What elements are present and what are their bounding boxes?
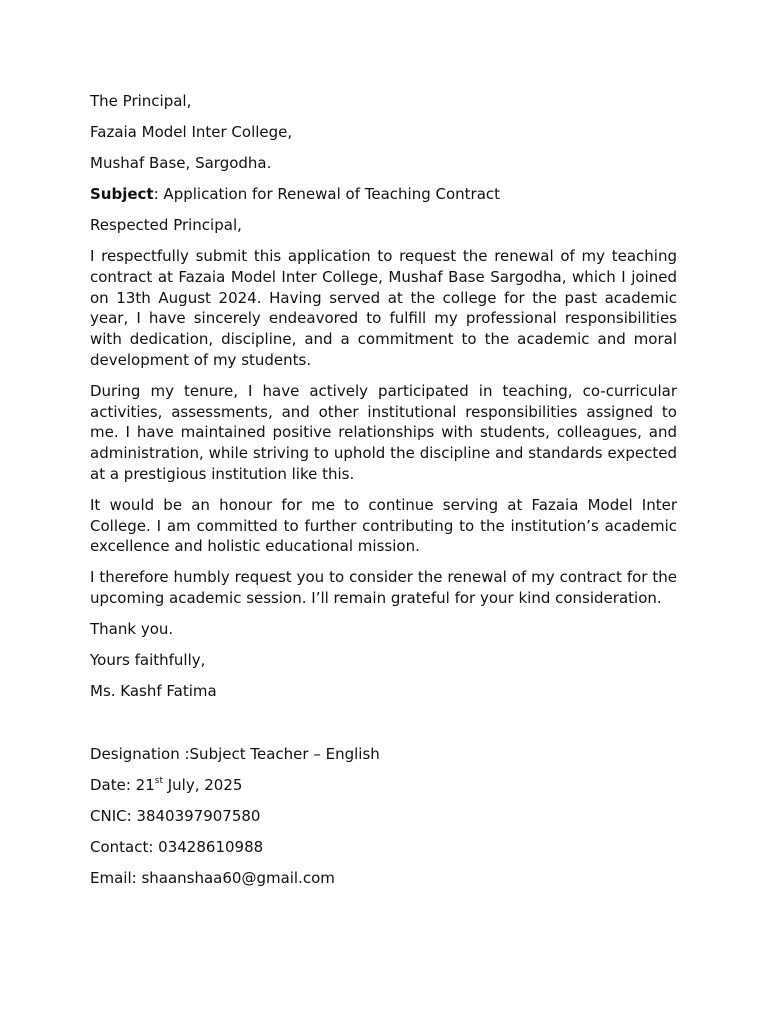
subject-text: : Application for Renewal of Teaching Contract: [153, 185, 501, 203]
date-rest: July, 2025: [162, 775, 243, 794]
contact: Contact: 03428610988: [90, 837, 264, 856]
recipient-title: The Principal,: [90, 92, 192, 110]
cnic: CNIC: 3840397907580: [90, 806, 261, 825]
closing-sign-off: Yours faithfully,: [90, 650, 206, 669]
subject-label: Subject: [90, 185, 154, 203]
date-ordinal-suffix: st: [154, 775, 163, 786]
subject-line: [90, 184, 677, 205]
recipient-address: Mushaf Base, Sargodha.: [90, 154, 272, 172]
letter-page: [90, 91, 677, 899]
body-paragraph-2: During my tenure, I have actively participated in teaching, co-curricular activities, assessments, and other institutional responsibilities assigned to me. I have maintained positive relationships with students, colleagues, and administration, while striving to uphold the discipline and standards expected at a prestigious institution like this.: [90, 381, 677, 483]
blank-line: [90, 712, 677, 744]
date-prefix: Date: 21: [90, 775, 155, 794]
body-paragraph-3: It would be an honour for me to continue serving at Fazaia Model Inter College. I am committed to further contributing to the institution’s academic excellence and holistic educational mission.: [90, 495, 677, 556]
salutation: Respected Principal,: [90, 216, 242, 234]
email: Email: shaanshaa60@gmail.com: [90, 868, 335, 887]
signatory-name: Ms. Kashf Fatima: [90, 681, 217, 700]
body-paragraph-1: I respectfully submit this application to request the renewal of my teaching contract at Fazaia Model Inter College, Mushaf Base Sargodha, which I joined on 13th August 2024. Having served at the college for the past academic year, I have sincerely endeavored to fulfill my professional responsibilities with dedication, discipline, and a commitment to the academic and moral development of my students.: [90, 247, 677, 369]
body-paragraph-4: I therefore humbly request you to consider the renewal of my contract for the upcoming academic session. I’ll remain grateful for your kind consideration.: [90, 568, 677, 607]
date-line: [90, 775, 677, 796]
recipient-institution: Fazaia Model Inter College,: [90, 123, 293, 141]
closing-thanks: Thank you.: [90, 619, 174, 638]
designation: Designation :Subject Teacher – English: [90, 744, 380, 763]
